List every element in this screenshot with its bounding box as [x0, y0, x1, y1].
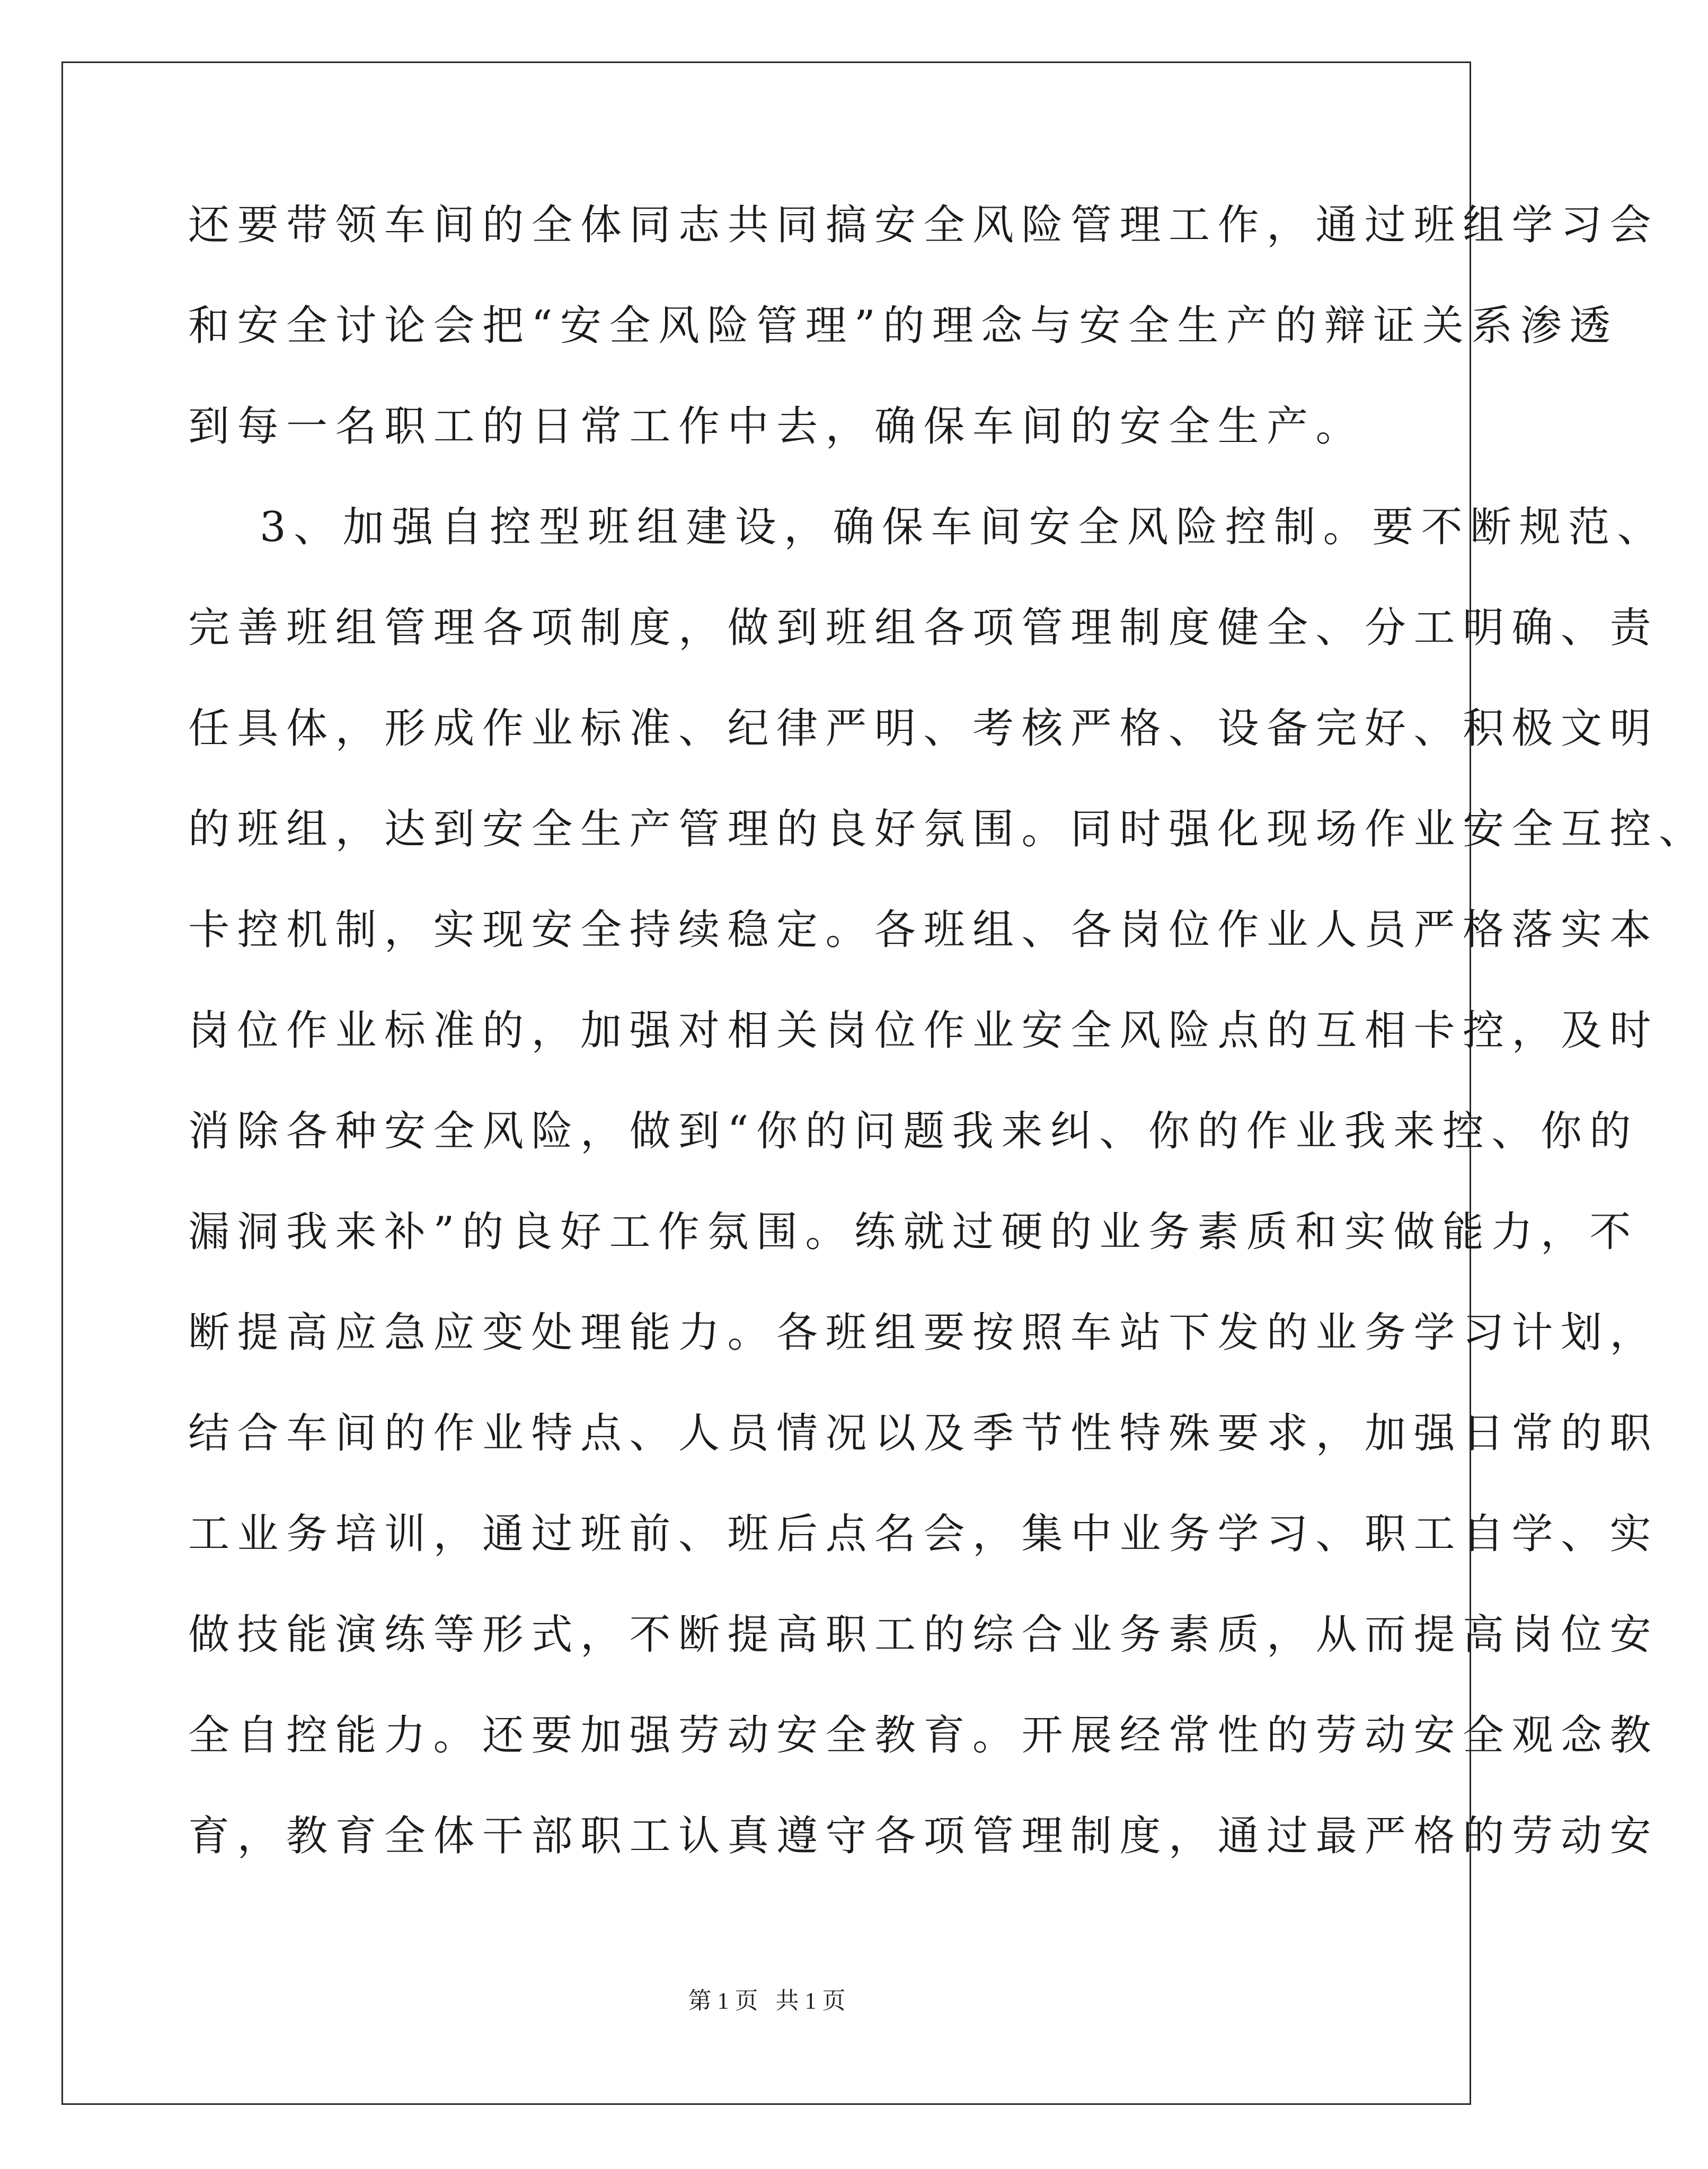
text-line: 岗位作业标准的，加强对相关岗位作业安全风险点的互相卡控，及时	[188, 1007, 1659, 1055]
text-line: 消除各种安全风险，做到“你的问题我来纠、你的作业我来控、你的	[188, 1108, 1639, 1155]
text-line: 做技能演练等形式，不断提高职工的综合业务素质，从而提高岗位安	[188, 1611, 1659, 1659]
text-line: 卡控机制，实现安全持续稳定。各班组、各岗位作业人员严格落实本	[188, 906, 1659, 954]
text-line: 工业务培训，通过班前、班后点名会，集中业务学习、职工自学、实	[188, 1510, 1659, 1558]
page-number-footer: 第 1 页 共 1 页	[688, 1988, 846, 2014]
text-line: 漏洞我来补”的良好工作氛围。练就过硬的业务素质和实做能力，不	[188, 1208, 1639, 1256]
text-line: 全自控能力。还要加强劳动安全教育。开展经常性的劳动安全观念教	[188, 1712, 1659, 1759]
text-line: 完善班组管理各项制度，做到班组各项管理制度健全、分工明确、责	[188, 604, 1659, 652]
text-line: 到每一名职工的日常工作中去，确保车间的安全生产。	[188, 403, 1365, 450]
text-line: 的班组，达到安全生产管理的良好氛围。同时强化现场作业安全互控、	[188, 805, 1708, 853]
text-line: 还要带领车间的全体同志共同搞安全风险管理工作，通过班组学习会	[188, 201, 1659, 249]
text-line: 任具体，形成作业标准、纪律严明、考核严格、设备完好、积极文明	[188, 705, 1659, 752]
document-body	[188, 201, 1708, 1913]
text-line: 断提高应急应变处理能力。各班组要按照车站下发的业务学习计划，	[188, 1309, 1659, 1357]
text-line: 育，教育全体干部职工认真遵守各项管理制度，通过最严格的劳动安	[188, 1812, 1659, 1860]
text-line: 结合车间的作业特点、人员情况以及季节性特殊要求，加强日常的职	[188, 1410, 1659, 1457]
text-line: 3、加强自控型班组建设，确保车间安全风险控制。要不断规范、	[260, 503, 1667, 551]
text-line: 和安全讨论会把“安全风险管理”的理念与安全生产的辩证关系渗透	[188, 302, 1618, 350]
